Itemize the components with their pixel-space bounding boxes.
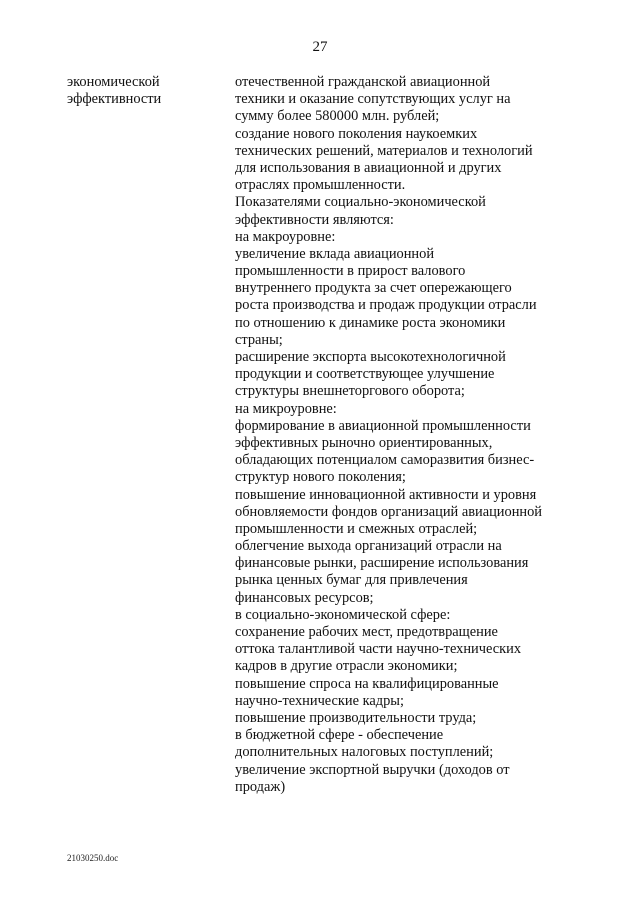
right-cell-line: для использования в авиационной и других: [235, 159, 502, 176]
right-cell-line: роста производства и продаж продукции отрасли: [235, 297, 537, 314]
right-cell-line: расширение экспорта высокотехнологичной: [235, 349, 506, 365]
right-cell-line: отраслях промышленности.: [235, 177, 406, 194]
right-cell-line: сохранение рабочих мест, предотвращение: [235, 624, 498, 640]
right-cell-line: рынка ценных бумаг для привлечения: [235, 572, 468, 589]
right-cell-line: увеличение вклада авиационной: [235, 245, 435, 262]
right-cell-line: финансовых ресурсов;: [235, 589, 374, 606]
right-cell-line: в социально-экономической сфере:: [235, 606, 451, 623]
right-cell-line: промышленности и смежных отраслей;: [235, 520, 478, 537]
right-cell-line: внутреннего продукта за счет опережающего: [235, 280, 512, 297]
right-cell-line: увеличение экспортной выручки (доходов от: [235, 761, 510, 778]
right-cell-line: продукции и соответствующее улучшение: [235, 366, 495, 383]
right-cell-line: кадров в другие отрасли экономики;: [235, 658, 458, 675]
right-cell-line: финансовые рынки, расширение использования: [235, 555, 529, 572]
right-cell-line: на макроуровне:: [235, 228, 336, 245]
right-cell-line: формирование в авиационной промышленности: [235, 417, 531, 434]
right-cell-line: повышение спроса на квалифицированные: [235, 675, 499, 692]
right-cell-line: дополнительных налоговых поступлений;: [235, 744, 494, 761]
right-cell-line: промышленности в прирост валового: [235, 263, 466, 280]
right-cell-line: эффективности являются:: [235, 211, 394, 228]
table-left-cell: [67, 74, 217, 108]
right-cell-line: научно-технические кадры;: [235, 692, 404, 709]
right-cell-line: повышение инновационной активности и уровня: [235, 486, 537, 503]
right-cell-line: в бюджетной сфере - обеспечение: [235, 727, 444, 744]
right-cell-line: обладающих потенциалом саморазвития бизнес-: [235, 452, 535, 469]
footer-filename: 21030250.doc: [67, 853, 119, 863]
right-cell-line: технических решений, материалов и технологий: [235, 142, 533, 159]
right-cell-line: техники и оказание сопутствующих услуг на: [235, 91, 511, 108]
right-cell-line: по отношению к динамике роста экономики: [235, 314, 506, 331]
right-cell-line: структуры внешнеторгового оборота;: [235, 383, 465, 400]
right-cell-line: отечественной гражданской авиационной: [235, 74, 491, 90]
right-cell-line: структур нового поколения;: [235, 469, 406, 486]
table-right-cell: [235, 74, 575, 796]
right-cell-line: создание нового поколения наукоемких: [235, 125, 478, 142]
right-cell-line: эффективных рыночно ориентированных,: [235, 434, 493, 451]
left-cell-line: экономической: [67, 74, 160, 90]
right-cell-line: обновляемости фондов организаций авиационной: [235, 503, 542, 520]
right-cell-line: сумму более 580000 млн. рублей;: [235, 108, 440, 125]
right-cell-line: страны;: [235, 331, 283, 348]
right-cell-line: на микроуровне:: [235, 400, 337, 417]
right-cell-line: повышение производительности труда;: [235, 709, 477, 726]
right-cell-line: продаж): [235, 778, 286, 795]
page-number: 27: [312, 39, 328, 55]
right-cell-line: оттока талантливой части научно-технических: [235, 641, 522, 658]
right-cell-line: облегчение выхода организаций отрасли на: [235, 538, 502, 555]
left-cell-line: эффективности: [67, 91, 162, 108]
right-cell-line: Показателями социально-экономической: [235, 194, 486, 211]
